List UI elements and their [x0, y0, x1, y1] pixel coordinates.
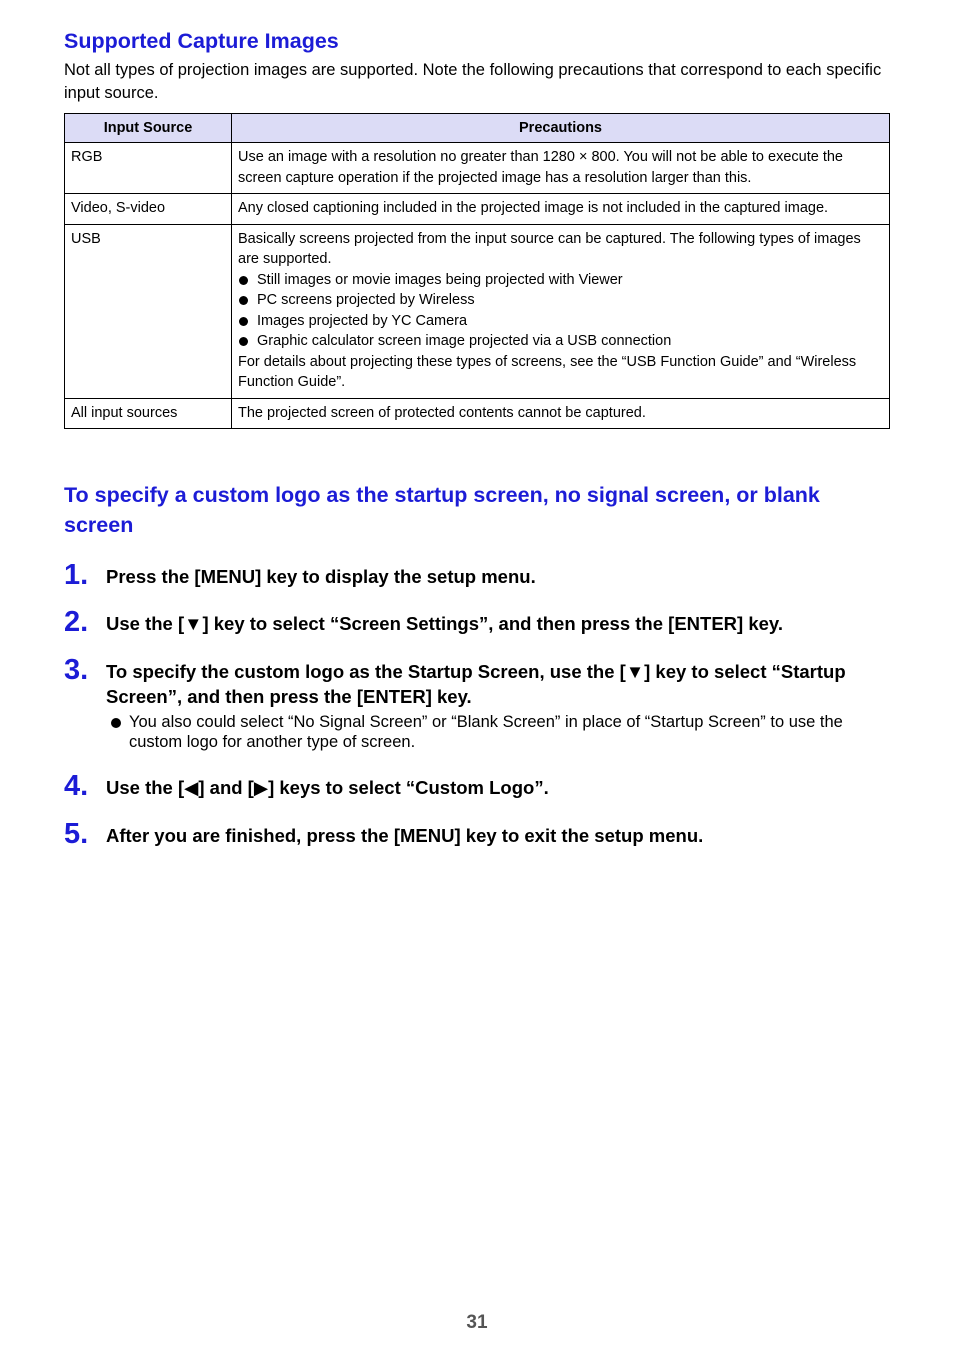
- step-number: 1.: [64, 559, 89, 591]
- row-precaution-text: Basically screens projected from the input source can be captured. The following types of images are supported.: [238, 230, 861, 267]
- row-precaution-after: For details about projecting these types of screens, see the “USB Function Guide” and “Wireless Function Guide”.: [238, 353, 857, 390]
- bullet-item: Still images or movie images being projected with Viewer: [238, 270, 883, 291]
- bullet-item: PC screens projected by Wireless: [238, 290, 883, 311]
- section-title-supported-capture-images: Supported Capture Images: [64, 29, 339, 53]
- intro-paragraph: Not all types of projection images are supported. Note the following precautions that correspond to each specific input source.: [64, 61, 882, 102]
- row-source: RGB: [65, 143, 232, 194]
- step-number: 4.: [64, 770, 89, 802]
- row-precaution: Any closed captioning included in the projected image is not included in the captured image.: [232, 194, 890, 225]
- row-precaution: Use an image with a resolution no greater than 1280 × 800. You will not be able to execute the screen capture operation if the projected image has a resolution larger than this.: [232, 143, 890, 194]
- step-5: [64, 818, 890, 850]
- step-number: 3.: [64, 654, 89, 686]
- header-precautions: Precautions: [232, 114, 890, 143]
- step-3: [64, 654, 890, 752]
- step-2: [64, 606, 890, 638]
- table-header-row: [65, 114, 890, 143]
- row-precaution: [232, 224, 890, 398]
- header-input-source: Input Source: [65, 114, 232, 143]
- table-row: [65, 143, 890, 194]
- step-text: To specify the custom logo as the Startup Screen, use the [▼] key to select “Startup Screen”, and then press the [ENTER] key.: [106, 661, 846, 707]
- precautions-table: [64, 113, 890, 429]
- table-row: [65, 224, 890, 398]
- table-row: [65, 398, 890, 429]
- step-text: After you are finished, press the [MENU] key to exit the setup menu.: [106, 825, 704, 846]
- step-text: Use the [▼] key to select “Screen Settings”, and then press the [ENTER] key.: [106, 613, 783, 634]
- section-title-custom-logo: To specify a custom logo as the startup screen, no signal screen, or blank screen: [64, 483, 820, 537]
- step-1: [64, 559, 890, 591]
- step-note: You also could select “No Signal Screen” or “Blank Screen” in place of “Startup Screen” to use the custom logo for another type of screen.: [110, 712, 890, 752]
- step-4: [64, 770, 890, 802]
- step-number: 2.: [64, 606, 89, 638]
- row-source: USB: [65, 224, 232, 398]
- row-precaution: The projected screen of protected contents cannot be captured.: [232, 398, 890, 429]
- step-number: 5.: [64, 818, 89, 850]
- row-source: All input sources: [65, 398, 232, 429]
- bullet-item: Graphic calculator screen image projected via a USB connection: [238, 331, 883, 352]
- step-text: Use the [◀] and [▶] keys to select “Custom Logo”.: [106, 777, 549, 798]
- table-row: [65, 194, 890, 225]
- row-source: Video, S-video: [65, 194, 232, 225]
- page-number: 31: [466, 1312, 488, 1333]
- bullet-item: Images projected by YC Camera: [238, 311, 883, 332]
- step-text: Press the [MENU] key to display the setup menu.: [106, 566, 536, 587]
